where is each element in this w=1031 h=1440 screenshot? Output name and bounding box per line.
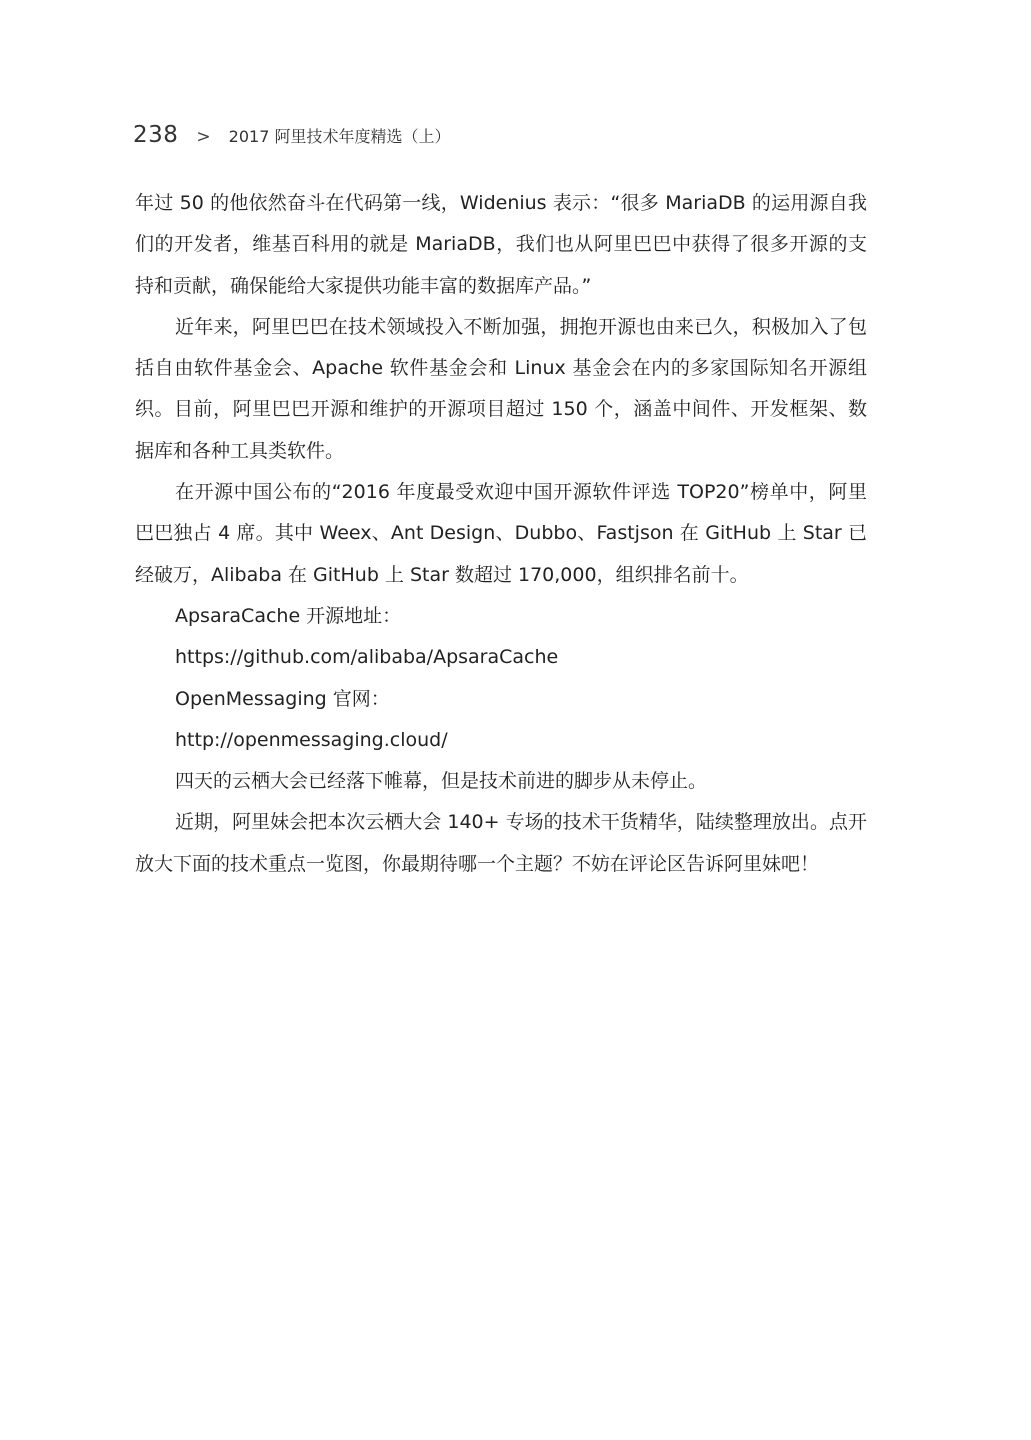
- book-title: 2017 阿里技术年度精选（上）: [228, 127, 451, 146]
- apsaracache-label: ApsaraCache 开源地址：: [175, 604, 402, 627]
- page-number: 238: [133, 122, 179, 148]
- openmessaging-label: OpenMessaging 官网：: [175, 687, 390, 710]
- paragraph-oschina-ranking: 在开源中国公布的“2016 年度最受欢迎中国开源软件评选 TOP20”榜单中，阿里巴巴独占 4 席。其中 Weex、Ant Design、Dubbo、Fastjson 在 GitHub 上 Star 已经破万，Alibaba 在 GitHub 上 Star 数超过 170,000，组织排名前十。: [135, 481, 867, 586]
- running-header: [133, 122, 450, 156]
- paragraph-open-source-commitment: 近年来，阿里巴巴在技术领域投入不断加强，拥抱开源也由来已久，积极加入了包括自由软件基金会、Apache 软件基金会和 Linux 基金会在内的多家国际知名开源组织。目前，阿里巴巴开源和维护的开源项目超过 150 个，涵盖中间件、开发框架、数据库和各种工具类软件。: [135, 315, 867, 462]
- paragraph-conference-closing: 四天的云栖大会已经落下帷幕，但是技术前进的脚步从未停止。: [175, 770, 708, 793]
- openmessaging-url[interactable]: http://openmessaging.cloud/: [175, 728, 448, 751]
- article-body: [135, 183, 867, 885]
- apsaracache-url[interactable]: https://github.com/alibaba/ApsaraCache: [175, 646, 559, 669]
- paragraph-call-to-action: 近期，阿里妹会把本次云栖大会 140+ 专场的技术干货精华，陆续整理放出。点开放大下面的技术重点一览图，你最期待哪一个主题？不妨在评论区告诉阿里妹吧！: [135, 811, 867, 875]
- chevron-right-icon: >: [196, 127, 211, 147]
- paragraph-widenius-quote: 年过 50 的他依然奋斗在代码第一线，Widenius 表示：“很多 MariaDB 的运用源自我们的开发者，维基百科用的就是 MariaDB，我们也从阿里巴巴中获得了很多开源的支持和贡献，确保能给大家提供功能丰富的数据库产品。”: [135, 192, 867, 297]
